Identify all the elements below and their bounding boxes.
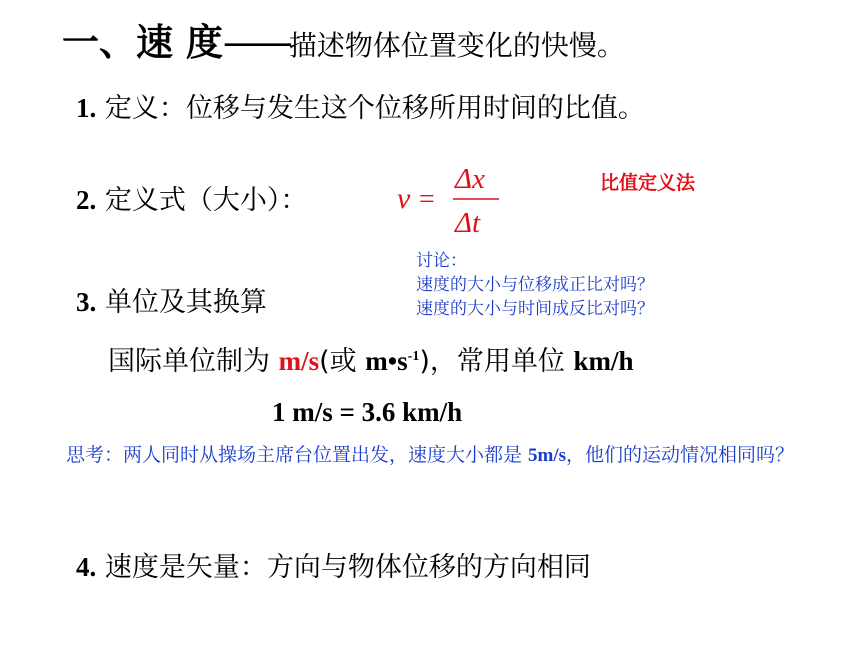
vector-text: 速度是矢量：方向与物体位移的方向相同	[96, 552, 591, 583]
velocity-formula	[395, 160, 505, 244]
discussion-question-1: 速度的大小与位移成正比对吗？	[416, 275, 654, 295]
si-alt-prefix: (或	[319, 346, 366, 377]
si-alt-unit: m•s	[365, 346, 408, 376]
si-prefix: 国际单位制为	[108, 346, 279, 377]
discussion-question-2: 速度的大小与时间成反比对吗？	[416, 299, 654, 319]
formula-lhs: v	[397, 182, 411, 215]
title-main: 一、速 度	[62, 21, 223, 64]
think-suffix: ，他们的运动情况相同吗？	[566, 444, 795, 466]
page-title	[62, 16, 625, 73]
formula-equals: =	[419, 184, 435, 215]
si-alt-suffix: )，常用单位	[419, 346, 574, 377]
si-unit-line	[108, 337, 634, 382]
think-speed: 5m/s	[528, 445, 567, 466]
definition-line	[76, 88, 645, 129]
definition-number: 1.	[76, 93, 97, 123]
definition-text: 定义：位移与发生这个位移所用时间的比值。	[96, 93, 645, 124]
discussion-heading: 讨论：	[416, 251, 467, 271]
method-label: 比值定义法	[600, 172, 696, 194]
units-text: 单位及其换算	[96, 287, 267, 318]
si-unit: m/s	[278, 346, 320, 376]
thinking-question	[66, 442, 806, 469]
discussion-box	[416, 249, 654, 321]
formula-numerator: Δx	[455, 163, 485, 195]
units-number: 3.	[76, 287, 97, 317]
formula-line	[76, 180, 307, 221]
common-unit: km/h	[573, 346, 634, 376]
title-dash: ——	[222, 21, 289, 64]
title-subtitle: 描述物体位置变化的快慢。	[288, 29, 625, 62]
vector-line	[76, 547, 591, 588]
formula-denominator: Δt	[455, 207, 481, 239]
formula-number: 2.	[76, 185, 97, 215]
vector-number: 4.	[76, 552, 97, 582]
velocity-formula-svg	[395, 160, 505, 244]
unit-conversion: 1 m/s = 3.6 km/h	[272, 397, 463, 427]
think-prefix: 思考：两人同时从操场主席台位置出发，速度大小都是	[66, 444, 529, 466]
formula-label: 定义式（大小）：	[96, 185, 308, 216]
si-alt-exponent: -1	[407, 349, 420, 364]
units-heading	[76, 282, 267, 323]
